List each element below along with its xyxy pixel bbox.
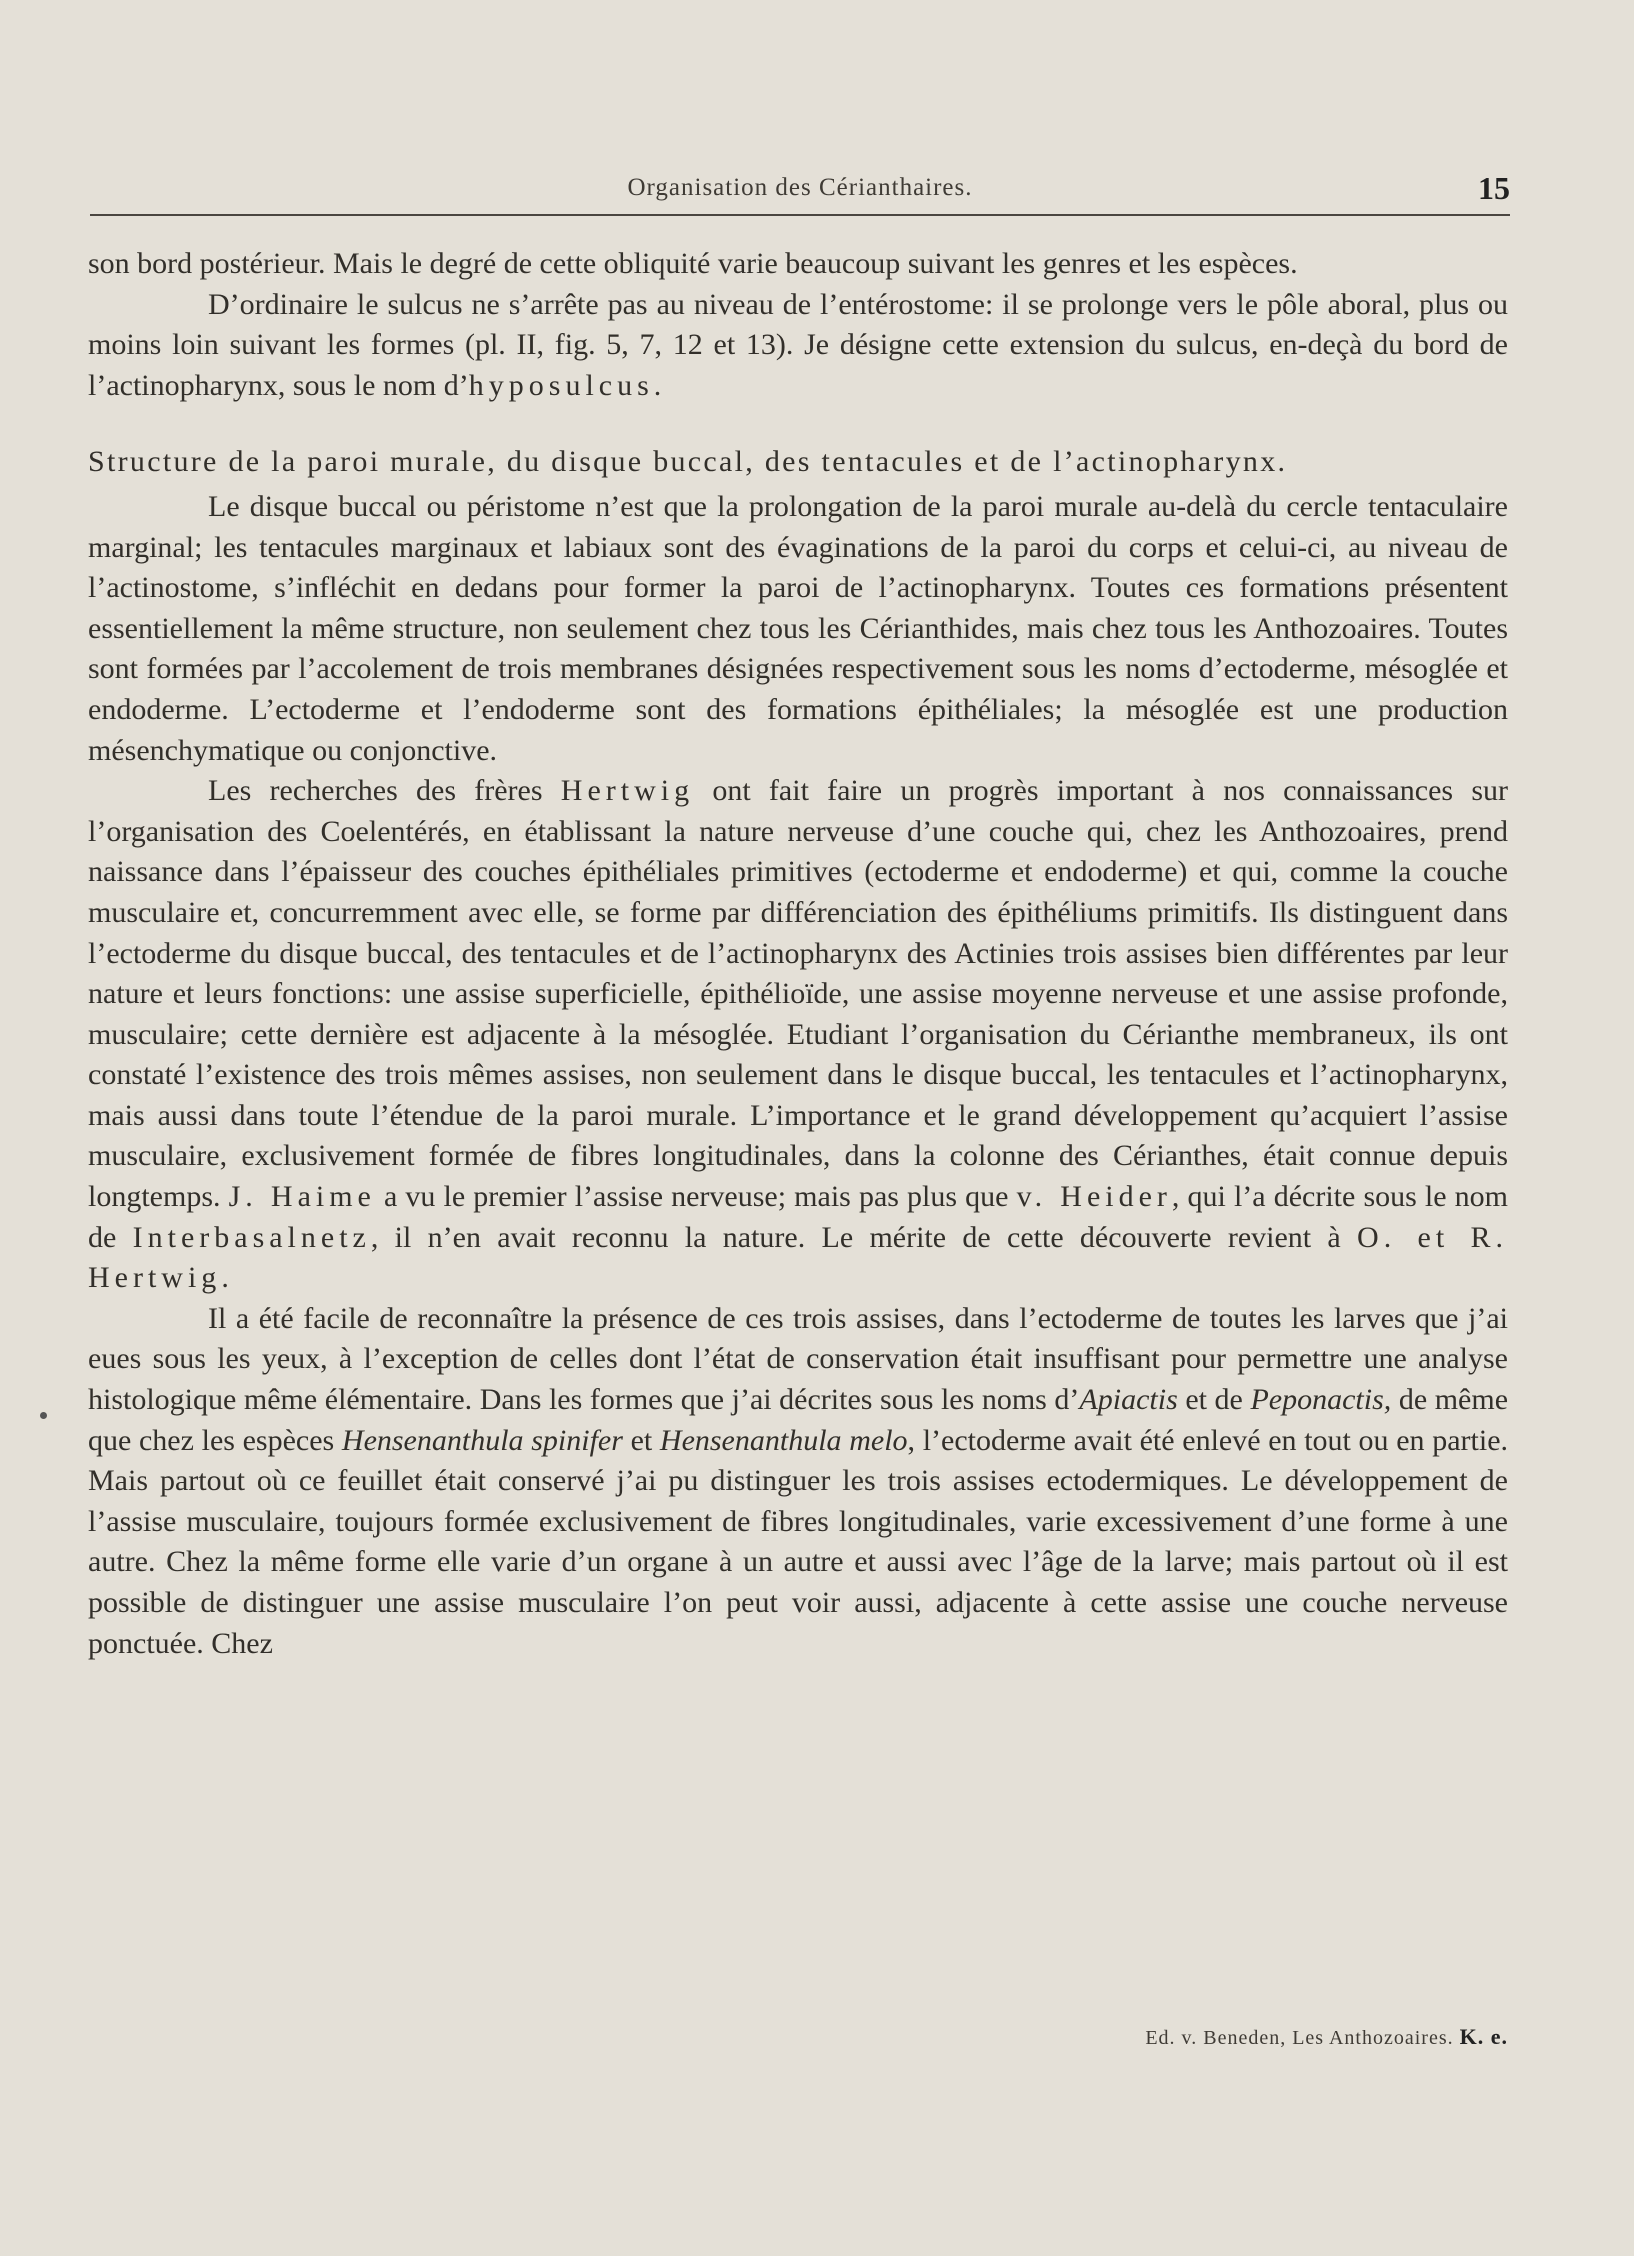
paragraph-4-part-4: , qui l’a décrite sous le nom de — [88, 1180, 1509, 1254]
author-heider: v. Heider — [1016, 1180, 1172, 1214]
paragraph-2-text: D’ordinaire le sulcus ne s’arrête pas au niveau de l’entérostome: il se prolonge vers le pôle aboral, plus ou moins loin suivant les formes (pl. II, fig. 5, 7, 12 et 13). Je désigne cette extension du sulcus, en-deçà du bord de l’actinopharynx, sous le nom d’ — [88, 287, 1508, 402]
paragraph-5-part-2: et de — [1177, 1383, 1251, 1417]
author-hertwig: Hertwig — [560, 774, 695, 808]
paragraph-5-part-5: , l’ectoderme avait été enlevé en tout ou en partie. Mais partout où ce feuillet était conservé j’ai pu distinguer les trois assises ectodermiques. Le développement de l’assise musculaire, toujours formée exclusivement de fibres longitudinales, varie excessivement d’une forme à une autre. Chez la même forme elle varie d’un organe à un autre et aussi avec l’âge de la larve; mais partout où il est possible de distinguer une assise musculaire l’on peut voir aussi, adjacente à cette assise une couche nerveuse ponctuée. Chez — [88, 1423, 1509, 1660]
paragraph-4-part-1: Les recherches des frères — [208, 774, 561, 808]
paragraph-4-end: . — [221, 1261, 229, 1295]
author-haime: J. Haime — [228, 1180, 376, 1214]
paragraph-4-part-5: , il n’en avait reconnu la nature. Le mérite de cette découverte revient à — [370, 1220, 1358, 1254]
paragraph-1: son bord postérieur. Mais le degré de cette obliquité varie beaucoup suivant les genres et les espèces. — [88, 247, 1298, 280]
paragraph-5 — [88, 1299, 1508, 1664]
paragraph-5-part-1: Il a été facile de reconnaître la présence de ces trois assises, dans l’ectoderme de toutes les larves que j’ai eues sous les yeux, à l’exception de celles dont l’état de conservation était insuffisant pour permettre une analyse histologique même élémentaire. Dans les formes que j’ai décrites sous les noms d’ — [88, 1301, 1508, 1417]
paragraph-5-part-4: et — [622, 1423, 660, 1457]
footer-signature-line — [1145, 2024, 1508, 2050]
margin-mark — [40, 1412, 47, 1419]
paragraph-4-part-3: a vu le premier l’assise nerveuse; mais pas plus que — [375, 1180, 1017, 1214]
running-title: Organisation des Cérianthaires. — [627, 174, 973, 201]
term-interbasalnetz: Interbasalnetz — [132, 1220, 371, 1254]
running-header — [90, 170, 1510, 216]
taxon-hensenanthula-spinifer: Hensenanthula spinifer — [341, 1423, 623, 1457]
paragraph-4-part-2: ont fait faire un progrès important à nos connaissances sur l’organisation des Coelentérés, en établissant la nature nerveuse d’une couche qui, chez les Anthozoaires, prend naissance dans l’épaisseur des couches épithéliales primitives (ectoderme et endoderme) et qui, comme la couche musculaire et, concurremment avec elle, se forme par différenciation des épithéliums primitifs. Ils distinguent dans l’ectoderme du disque buccal, des tentacules et de l’actinopharynx des Actinies trois assises bien différentes par leur nature et leurs fonctions: une assise superficielle, épithélioïde, une assise moyenne nerveuse et une assise profonde, musculaire; cette dernière est adjacente à la mésoglée. Etudiant l’organisation du Cérianthe membraneux, ils ont constaté l’existence des trois mêmes assises, non seulement dans le disque buccal, les tentacules et l’actinopharynx, mais aussi dans toute l’étendue de la paroi murale. L’importance et le grand développement qu’acquiert l’assise musculaire, exclusivement formée de fibres longitudinales, dans la colonne des Cérianthes, était connue depuis longtemps. — [88, 774, 1508, 1214]
body-text — [88, 244, 1508, 1664]
taxon-apiactis: Apiactis — [1079, 1383, 1178, 1417]
author-o-r-hertwig: O. et R. Hertwig — [88, 1220, 1508, 1295]
term-hyposulcus: hyposulcus — [468, 368, 654, 402]
taxon-hensenanthula-melo: Hensenanthula melo — [659, 1423, 908, 1457]
page-number: 15 — [1478, 170, 1510, 206]
paragraph-4 — [88, 771, 1508, 1299]
paragraph-5-part-3: de même que chez les espèces — [88, 1383, 1509, 1457]
taxon-peponactis: Peponactis, — [1250, 1383, 1392, 1417]
paragraph-2-end: . — [653, 368, 662, 402]
paragraph-2 — [88, 285, 1508, 407]
paragraph-3: Le disque buccal ou péristome n’est que la prolongation de la paroi murale au-delà du cercle tentaculaire marginal; les tentacules marginaux et labiaux sont des évaginations de la paroi du corps et celui-ci, au niveau de l’actinostome, s’infléchit en dedans pour former la paroi de l’actinopharynx. Toutes ces formations présentent essentiellement la même structure, non seulement chez tous les Cérianthides, mais chez tous les Anthozoaires. Toutes sont formées par l’accolement de trois membranes désignées respectivement sous les noms d’ectoderme, mésoglée et endoderme. L’ectoderme et l’endoderme sont des formations épithéliales; la mésoglée est une production mésenchymatique ou conjonctive. — [88, 489, 1508, 767]
footer-text: Ed. v. Beneden, Les Anthozoaires. — [1145, 2027, 1454, 2049]
section-heading: Structure de la paroi murale, du disque buccal, des tentacules et de l’actinopharynx. — [88, 445, 1288, 479]
sheet-signature: K. e. — [1459, 2024, 1508, 2049]
